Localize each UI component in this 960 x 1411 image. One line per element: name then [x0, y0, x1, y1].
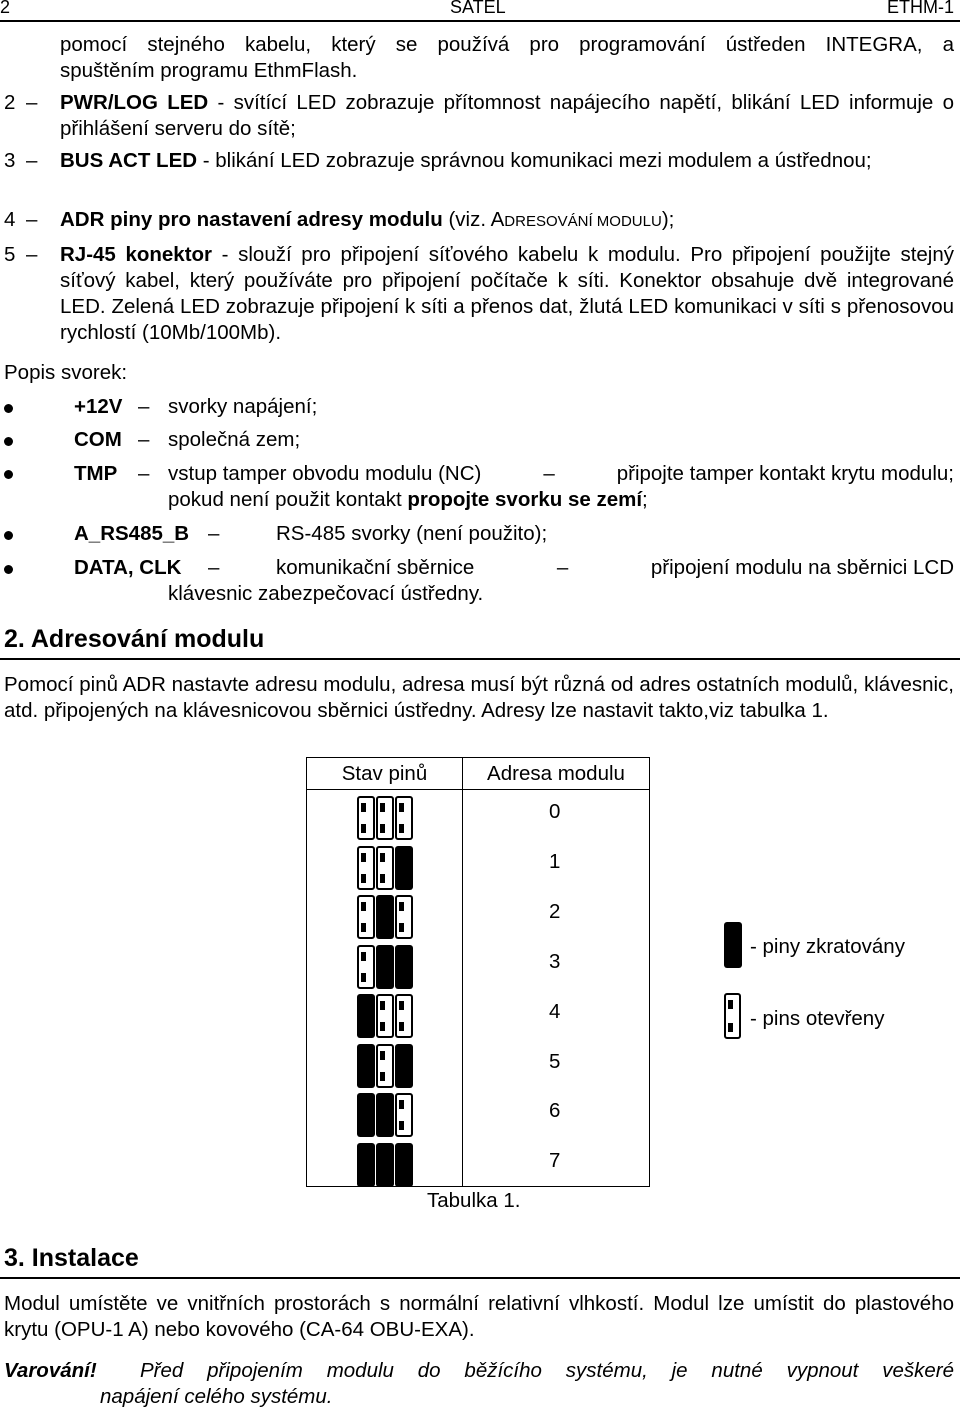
jumper-open-icon: [395, 1093, 413, 1137]
table-header-pins: Stav pinů: [307, 758, 463, 790]
item-4-bold: ADR piny pro nastavení adresy modulu: [60, 208, 443, 231]
terminal-dash: –: [138, 462, 150, 485]
jumper-open-icon: [357, 796, 375, 840]
jumper-closed-icon: [376, 1093, 394, 1137]
warning-text-1: Před připojením modulu do běžícího systému, je nutné vypnout veškeré: [140, 1359, 954, 1382]
terminal-desc: svorky napájení;: [168, 395, 318, 418]
tmp-desc-b: připojte tamper kontakt krytu modulu;: [616, 462, 954, 485]
address-value: 3: [549, 950, 561, 973]
address-value: 4: [549, 1000, 561, 1023]
jumper-open-legend-icon: [724, 993, 741, 1039]
terminal-desc-line2: klávesnic zabezpečovací ústředny.: [168, 582, 484, 605]
item-dash-2: –: [26, 91, 38, 114]
bullet-icon: [4, 404, 13, 413]
jumper-open-icon: [357, 945, 375, 989]
jumper-closed-icon: [376, 895, 394, 939]
intro-line-1: pomocí stejného kabelu, který se používá pro programování ústředen INTEGRA, a: [60, 33, 954, 56]
terminal-name: A_RS485_B: [74, 522, 190, 545]
bullet-icon: [4, 565, 13, 574]
address-value: 5: [549, 1050, 561, 1073]
terminal-desc: společná zem;: [168, 428, 301, 451]
terminal-name: COM: [74, 428, 122, 451]
address-value: 1: [549, 850, 561, 873]
address-values-cell: [463, 790, 650, 1187]
jumper-closed-icon: [395, 1044, 413, 1088]
bullet-icon: [4, 470, 13, 479]
item-4-ref-rest: DRESOVÁNÍ MODULU: [504, 213, 662, 230]
jumper-open-icon: [376, 994, 394, 1038]
item-4-ref-cap: A: [490, 208, 505, 231]
terminals-heading: Popis svorek:: [4, 361, 128, 384]
section-2-title: 2. Adresování modulu: [4, 625, 265, 653]
jumper-closed-icon: [395, 945, 413, 989]
jumper-open-icon: [395, 895, 413, 939]
jumper-open-icon: [395, 994, 413, 1038]
section-2-rule: [0, 658, 960, 660]
item-4-viz: (viz.: [442, 208, 491, 231]
header-brand: SATEL: [450, 0, 506, 17]
item-dash-5: –: [26, 243, 38, 266]
terminal-name: DATA, CLK: [74, 556, 182, 579]
item-4-text: [60, 207, 954, 235]
tmp-desc-d: ;: [642, 488, 648, 511]
item-5-text: [60, 242, 954, 346]
bullet-icon: [4, 531, 13, 540]
terminal-dash: –: [208, 522, 220, 545]
section-3-title: 3. Instalace: [4, 1244, 139, 1272]
terminal-dash: –: [138, 395, 150, 418]
terminal-name: TMP: [74, 462, 118, 485]
terminal-name: +12V: [74, 395, 123, 418]
jumper-closed-icon: [357, 1093, 375, 1137]
address-value: 0: [549, 800, 561, 823]
item-5-desc: - slouží pro připojení síťového kabelu k modulu. Pro připojení použijte stejný síťový kabel, který používáte pro připojení počítače k síti. Konektor obsahuje dvě integrované LED. Zelená LED zobrazuje připojení k síti a přenos dat, žlutá LED komunikaci v síti s přenosovou rychlostí (10Mb/100Mb).: [60, 243, 954, 344]
tmp-desc-a: vstup tamper obvodu modulu (NC): [168, 462, 482, 485]
intro-line-2: spuštěním programu EthmFlash.: [60, 59, 358, 82]
data-desc-a: komunikační sběrnice: [276, 556, 475, 579]
jumper-closed-icon: [357, 994, 375, 1038]
terminal-desc: [276, 555, 954, 581]
jumper-open-icon: [376, 846, 394, 890]
jumper-open-icon: [357, 846, 375, 890]
section-3-rule: [0, 1277, 960, 1279]
item-num-3: 3: [4, 149, 16, 172]
terminal-desc-line2: [168, 487, 648, 513]
address-value: 7: [549, 1149, 561, 1172]
tmp-desc-c: pokud není použit kontakt: [168, 488, 408, 511]
warning-label: Varování!: [4, 1359, 97, 1382]
tmp-desc-bold: propojte svorku se zemí: [407, 488, 643, 511]
section-2-body: Pomocí pinů ADR nastavte adresu modulu, adresa musí být různá od adres ostatních modulů, klávesnic, atd. připojených na klávesnicovou sběrnici ústředny. Adresy lze nastavit takto,viz tabulka 1.: [4, 673, 954, 722]
jumper-closed-icon: [357, 1143, 375, 1187]
item-num-5: 5: [4, 243, 16, 266]
terminal-dash: –: [208, 556, 220, 579]
table-header-address: Adresa modulu: [463, 758, 650, 790]
address-value: 6: [549, 1099, 561, 1122]
jumper-closed-icon: [395, 846, 413, 890]
jumper-open-icon: [357, 895, 375, 939]
item-dash-4: –: [26, 208, 38, 231]
item-num-4: 4: [4, 208, 16, 231]
item-5-bold: RJ-45 konektor: [60, 243, 213, 266]
jumper-diagram: [357, 790, 417, 1186]
terminal-dash: –: [138, 428, 150, 451]
header-model: ETHM-1: [887, 0, 954, 17]
jumper-closed-icon: [376, 945, 394, 989]
page-number: 2: [0, 0, 11, 17]
header-rule: [0, 20, 960, 22]
terminal-desc: [168, 461, 954, 487]
intro-paragraph: [60, 32, 954, 84]
jumper-closed-legend-icon: [724, 922, 742, 968]
terminal-desc: RS-485 svorky (není použito);: [276, 522, 548, 545]
address-value: 2: [549, 900, 561, 923]
jumper-open-icon: [376, 796, 394, 840]
bullet-icon: [4, 437, 13, 446]
warning-text-2: napájení celého systému.: [100, 1385, 333, 1408]
item-3-desc: - blikání LED zobrazuje správnou komunikaci mezi modulem a ústřednou;: [197, 149, 872, 172]
jumper-closed-icon: [376, 1143, 394, 1187]
pin-states-cell: [307, 790, 463, 1187]
item-2-desc: - svítící LED zobrazuje přítomnost napájecího napětí, blikání LED informuje o přihlášení serveru do sítě;: [60, 91, 954, 140]
item-2-text: [60, 90, 954, 142]
data-dash: –: [556, 556, 569, 579]
item-4-end: );: [661, 208, 675, 231]
section-3-body: Modul umístěte ve vnitřních prostorách s normální relativní vlhkostí. Modul lze umístit do plastového krytu (OPU-1 A) nebo kovového (CA-64 OBU-EXA).: [4, 1292, 954, 1341]
legend-closed-label: - piny zkratovány: [750, 935, 905, 958]
jumper-open-icon: [376, 1044, 394, 1088]
tmp-dash: –: [543, 462, 555, 485]
jumper-closed-icon: [395, 1143, 413, 1187]
item-dash-3: –: [26, 149, 38, 172]
item-2-bold: PWR/LOG LED: [60, 91, 209, 114]
item-3-text: [60, 148, 954, 174]
table-caption: Tabulka 1.: [427, 1189, 521, 1212]
item-num-2: 2: [4, 91, 16, 114]
address-table: [306, 757, 650, 1187]
jumper-open-icon: [395, 796, 413, 840]
legend-open-label: - pins otevřeny: [750, 1007, 885, 1030]
item-3-bold: BUS ACT LED: [60, 149, 198, 172]
data-desc-b: připojení modulu na sběrnici LCD: [650, 556, 954, 579]
jumper-closed-icon: [357, 1044, 375, 1088]
